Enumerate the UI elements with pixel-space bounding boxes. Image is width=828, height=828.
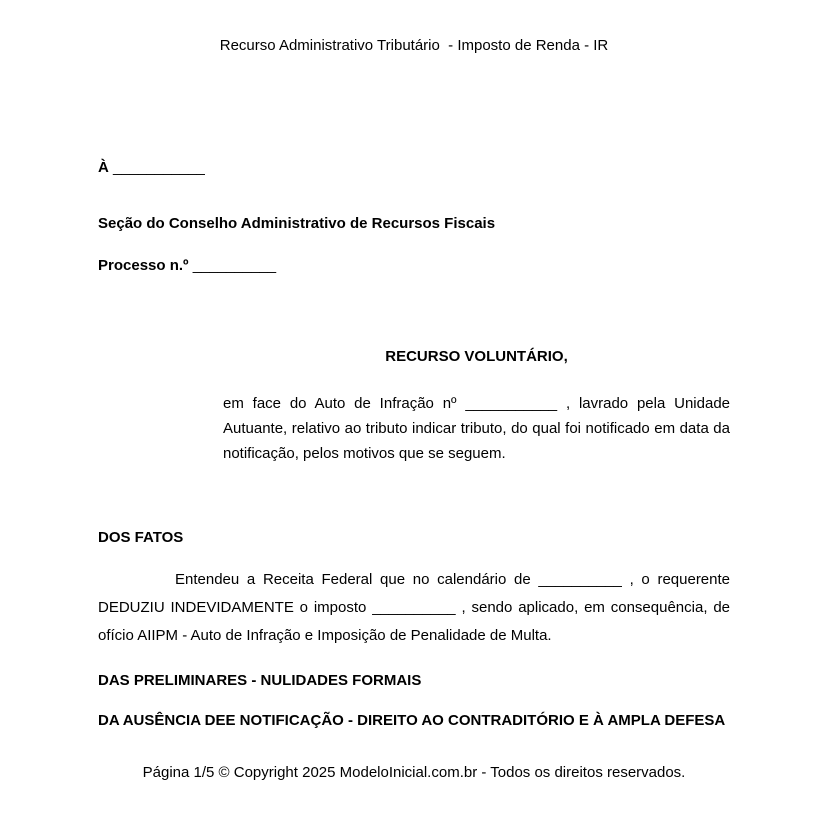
dos-fatos-heading: DOS FATOS <box>98 529 184 546</box>
fatos-text-3: , sendo aplicado, em consequência, de ofício AIIPM - Auto de Infração e Imposição de Penalidade de Multa. <box>98 599 730 644</box>
document-title: Recurso Administrativo Tributário - Imposto de Renda - IR <box>219 37 609 54</box>
infraction-number-blank-field: ___________ <box>465 395 558 412</box>
process-number-line <box>98 257 730 275</box>
intro-text-before-blank: em face do Auto de Infração nº <box>223 395 457 412</box>
fatos-text-1: Entendeu a Receita Federal que no calendário de <box>175 571 531 588</box>
ausencia-notificacao-heading: DA AUSÊNCIA DEE NOTIFICAÇÃO - DIREITO AO CONTRADITÓRIO E À AMPLA DEFESA <box>98 712 726 729</box>
addressee-line <box>98 159 730 177</box>
process-number-label: Processo n.º <box>98 257 189 274</box>
page-footer-copyright: Página 1/5 © Copyright 2025 ModeloInicial.com.br - Todos os direitos reservados. <box>142 764 686 781</box>
calendar-year-blank-field: __________ <box>538 571 622 588</box>
fatos-text-2: , o requerente DEDUZIU INDEVIDAMENTE o imposto <box>98 571 731 616</box>
process-number-blank-field: __________ <box>192 257 277 274</box>
preliminares-heading: DAS PRELIMINARES - NULIDADES FORMAIS <box>98 672 422 689</box>
addressee-label: À <box>98 159 109 176</box>
voluntary-recourse-heading: RECURSO VOLUNTÁRIO, <box>385 348 568 365</box>
council-section-heading: Seção do Conselho Administrativo de Recursos Fiscais <box>98 215 496 232</box>
tax-blank-field: __________ <box>372 599 456 616</box>
intro-paragraph <box>223 391 730 466</box>
dos-fatos-paragraph <box>98 566 730 650</box>
intro-text-after-blank: , lavrado pela Unidade Autuante, relativo ao tributo indicar tributo, do qual foi notificado em data da notificação, pelos motivos que se seguem. <box>223 395 731 462</box>
addressee-blank-field: ___________ <box>113 159 205 176</box>
recourse-block <box>223 348 730 466</box>
